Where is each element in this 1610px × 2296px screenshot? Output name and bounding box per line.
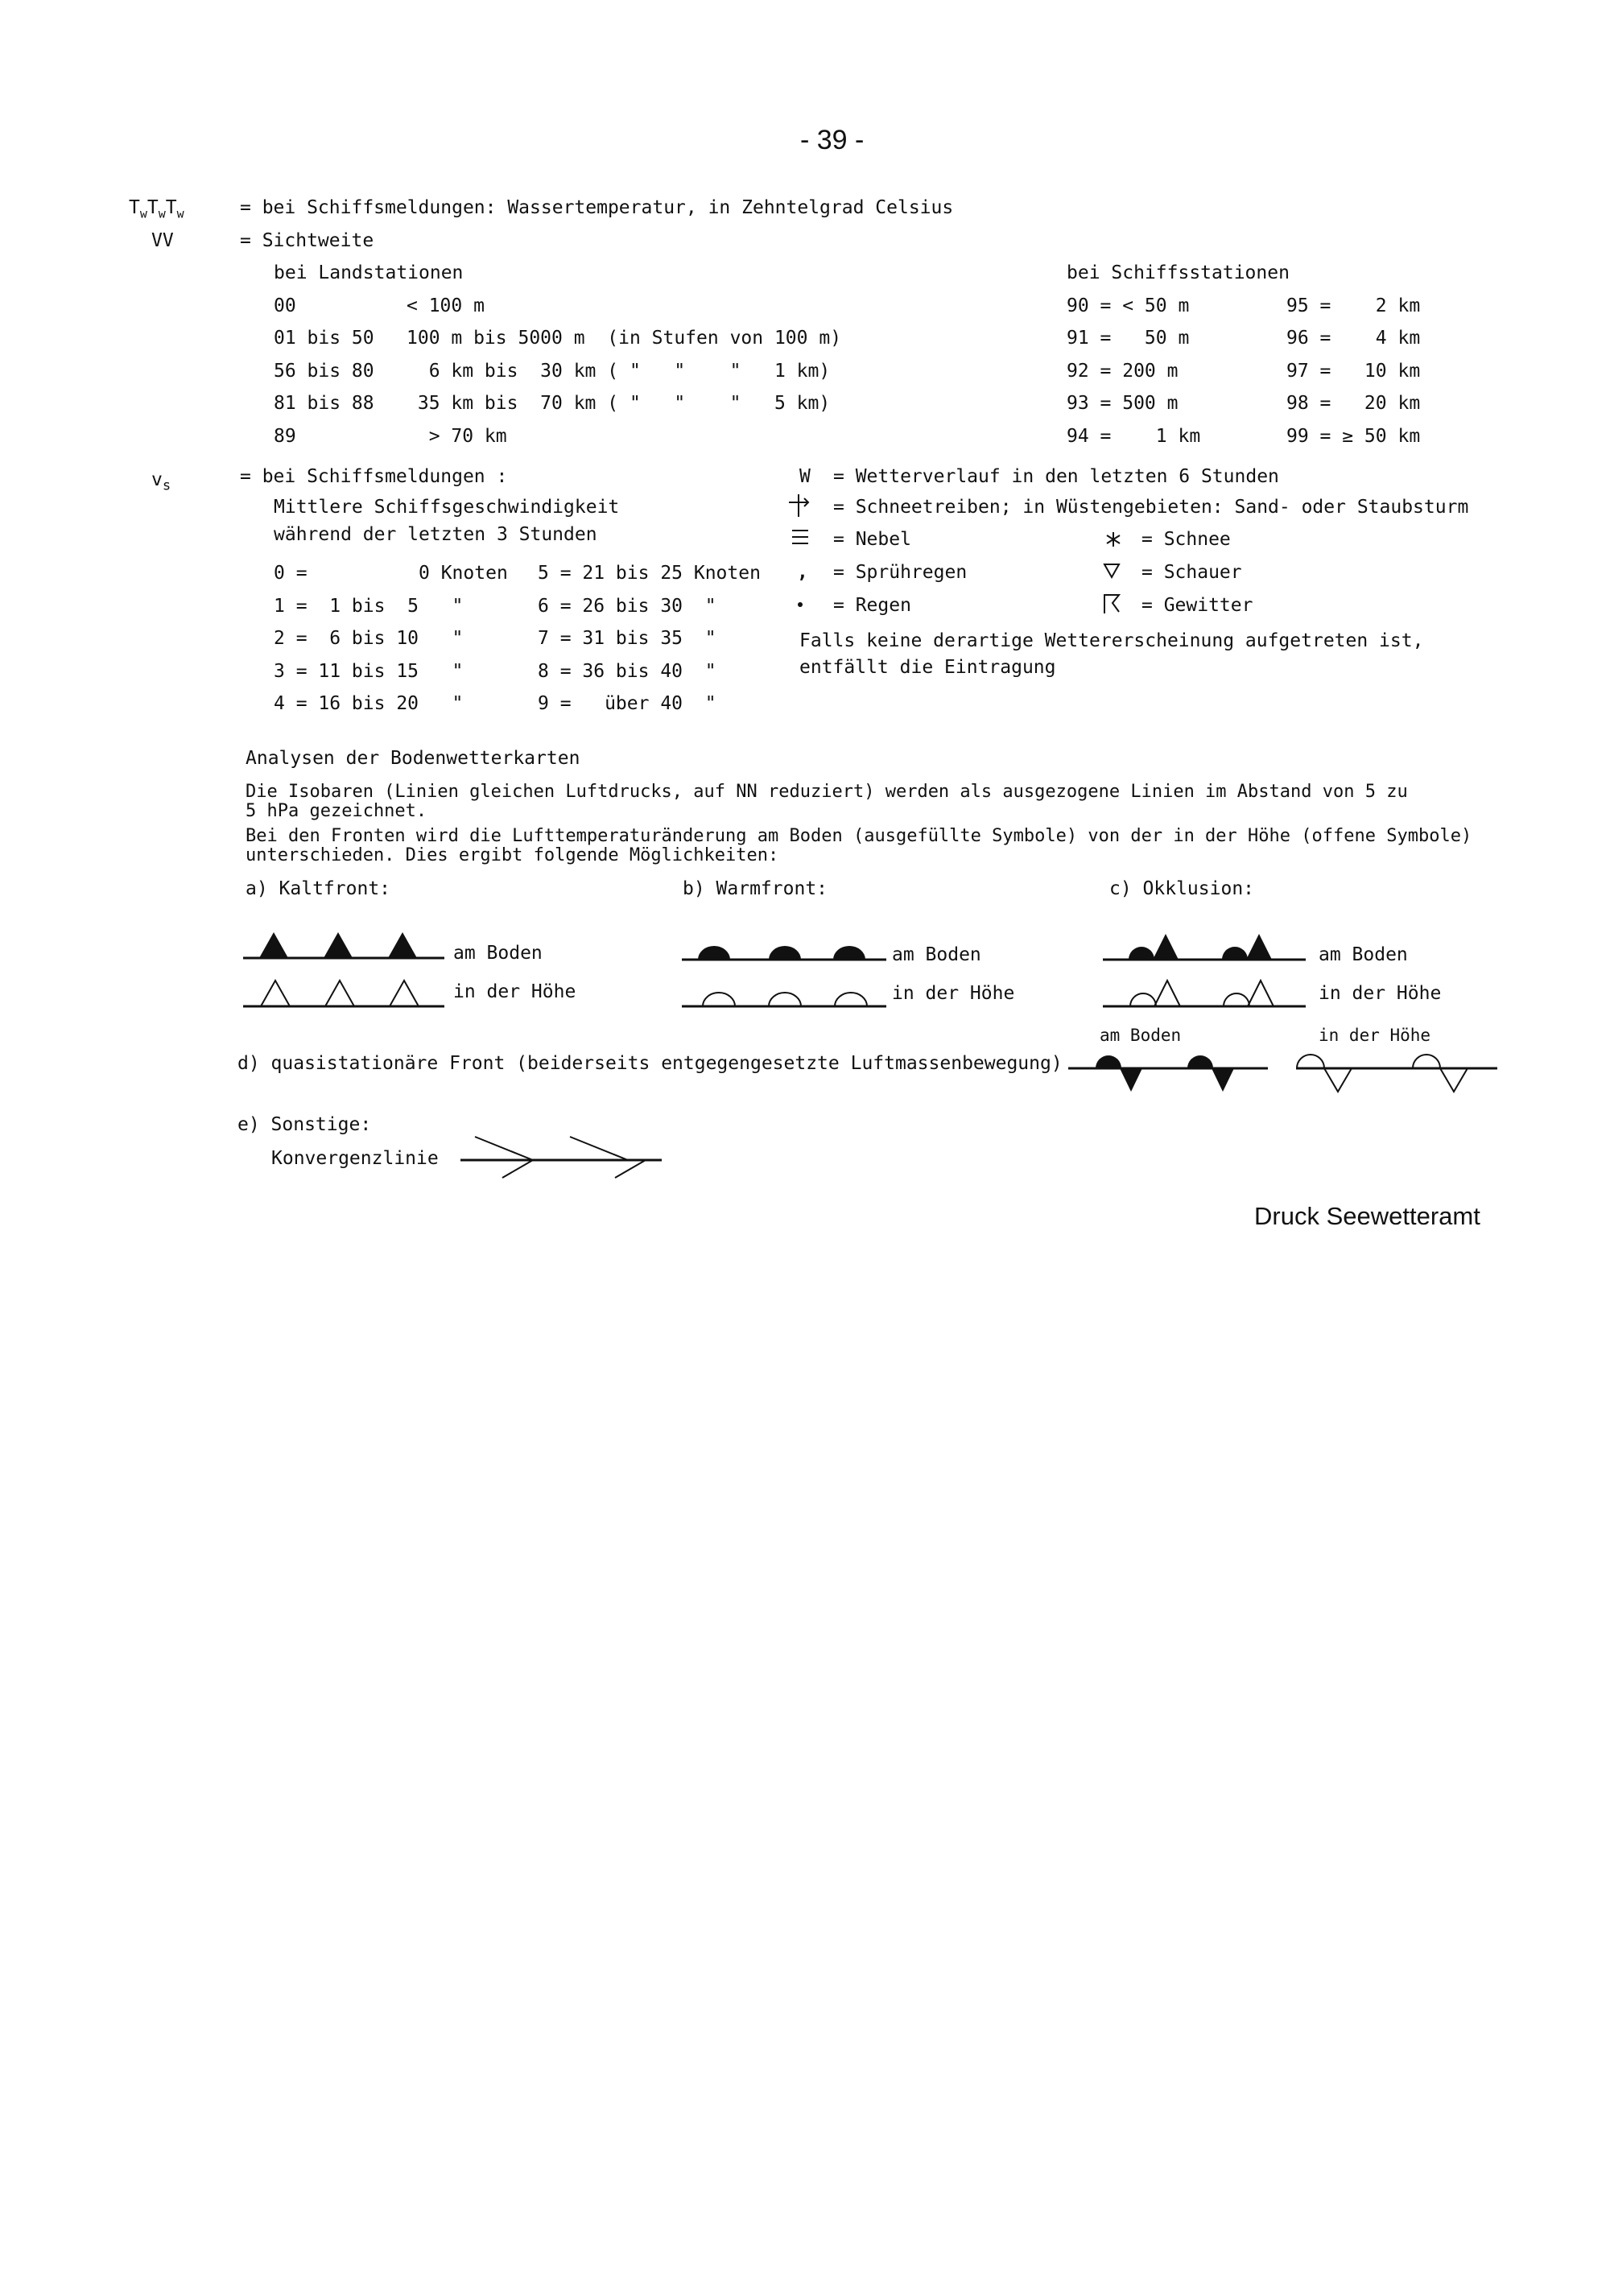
fog-text: = Nebel	[833, 529, 911, 550]
rain-icon	[795, 600, 805, 609]
rain-text: = Regen	[833, 595, 911, 616]
ship-row: 93 = 500 m	[1067, 393, 1179, 414]
page-number: - 39 -	[800, 125, 865, 155]
thunderstorm-icon	[1101, 593, 1122, 615]
snowdrift-icon	[787, 493, 811, 520]
land-heading: bei Landstationen	[274, 262, 464, 283]
ship-row: 91 = 50 m	[1067, 328, 1190, 349]
speed-row: 0 = 0 Knoten	[274, 563, 508, 584]
occlusion-label: c) Okklusion:	[1109, 878, 1255, 899]
occlusion-symbol	[1101, 926, 1311, 1006]
analysis-paragraph: Bei den Fronten wird die Lufttemperaturänderung am Boden (ausgefüllte Symbole) von der in der Höhe (offene Symbole)	[246, 826, 1472, 846]
drizzle-text: = Sprühregen	[833, 562, 968, 583]
stationary-front-symbol	[1067, 1047, 1501, 1095]
cold-front-label: a) Kaltfront:	[246, 878, 391, 899]
cold-front-surface-text: am Boden	[453, 943, 543, 964]
land-code: 56 bis 80	[274, 361, 374, 382]
speed-row: 6 = 26 bis 30 "	[538, 596, 716, 617]
cold-front-surface-symbol	[242, 926, 451, 1006]
land-code: 01 bis 50	[274, 328, 374, 349]
analysis-heading: Analysen der Bodenwetterkarten	[246, 748, 580, 769]
footer-printer: Druck Seewetteramt	[1254, 1202, 1480, 1230]
ship-row: 94 = 1 km	[1067, 426, 1201, 447]
analysis-paragraph: unterschieden. Dies ergibt folgende Möglichkeiten:	[246, 845, 779, 865]
tw-symbol: $T_wT_wT_w$	[129, 197, 184, 221]
fog-icon	[791, 527, 811, 548]
speed-row: 9 = über 40 "	[538, 693, 716, 714]
warm-front-label: b) Warmfront:	[683, 878, 828, 899]
shower-icon	[1103, 562, 1122, 580]
ship-row: 95 = 2 km	[1286, 295, 1421, 316]
speed-row: 3 = 11 bis 15 "	[274, 661, 464, 682]
shower-text: = Schauer	[1141, 562, 1242, 583]
convergence-line-symbol	[459, 1127, 668, 1183]
speed-row: 2 = 6 bis 10 "	[274, 628, 464, 649]
drizzle-icon: ,	[797, 562, 808, 583]
occlusion-upper-text: in der Höhe	[1319, 983, 1442, 1004]
land-code: 00	[274, 295, 296, 316]
ship-row: 98 = 20 km	[1286, 393, 1421, 414]
weather-note: Falls keine derartige Wettererscheinung aufgetreten ist,	[799, 630, 1424, 651]
weather-note: entfällt die Eintragung	[799, 657, 1056, 678]
snowdrift-text: = Schneetreiben; in Wüstengebieten: Sand- oder Staubsturm	[833, 497, 1469, 518]
ship-row: 96 = 4 km	[1286, 328, 1421, 349]
land-value: < 100 m	[407, 295, 485, 316]
tw-text: = bei Schiffsmeldungen: Wassertemperatur, in Zehntelgrad Celsius	[240, 197, 954, 218]
snow-text: = Schnee	[1141, 529, 1231, 550]
land-code: 81 bis 88	[274, 393, 374, 414]
cold-front-upper-text: in der Höhe	[453, 981, 576, 1002]
speed-row: 4 = 16 bis 20 "	[274, 693, 464, 714]
vs-desc: Mittlere Schiffsgeschwindigkeit	[274, 497, 620, 518]
warm-front-upper-text: in der Höhe	[892, 983, 1015, 1004]
ship-row: 90 = < 50 m	[1067, 295, 1190, 316]
occlusion-surface-text: am Boden	[1319, 944, 1408, 965]
ship-row: 99 = ≥ 50 km	[1286, 426, 1421, 447]
ship-row: 97 = 10 km	[1286, 361, 1421, 382]
speed-row: 8 = 36 bis 40 "	[538, 661, 716, 682]
vs-label: = bei Schiffsmeldungen :	[240, 466, 508, 487]
vs-symbol: $v_s$	[151, 469, 171, 494]
vv-symbol: VV	[151, 230, 174, 251]
land-value: 35 km bis 70 km ( " " " 5 km)	[407, 393, 831, 414]
vs-desc: während der letzten 3 Stunden	[274, 524, 597, 545]
stationary-surface-caption: am Boden	[1100, 1026, 1182, 1045]
land-value: 100 m bis 5000 m (in Stufen von 100 m)	[407, 328, 842, 349]
stationary-front-label: d) quasistationäre Front (beiderseits entgegengesetzte Luftmassenbewegung)	[237, 1053, 1063, 1074]
analysis-paragraph: 5 hPa gezeichnet.	[246, 801, 427, 821]
analysis-paragraph: Die Isobaren (Linien gleichen Luftdrucks, auf NN reduziert) werden als ausgezogene Linien im Abstand von 5 zu	[246, 782, 1408, 802]
thunderstorm-text: = Gewitter	[1141, 595, 1253, 616]
ship-row: 92 = 200 m	[1067, 361, 1179, 382]
w-text: = Wetterverlauf in den letzten 6 Stunden	[833, 466, 1279, 487]
warm-front-surface-text: am Boden	[892, 944, 981, 965]
convergence-line-label: Konvergenzlinie	[271, 1148, 439, 1169]
stationary-upper-caption: in der Höhe	[1319, 1026, 1431, 1045]
speed-row: 7 = 31 bis 35 "	[538, 628, 716, 649]
other-label: e) Sonstige:	[237, 1114, 372, 1135]
speed-row: 1 = 1 bis 5 "	[274, 596, 464, 617]
speed-row: 5 = 21 bis 25 Knoten	[538, 563, 761, 584]
vv-label: = Sichtweite	[240, 230, 374, 251]
warm-front-symbol	[680, 926, 890, 1006]
ship-heading: bei Schiffsstationen	[1067, 262, 1290, 283]
land-value: 6 km bis 30 km ( " " " 1 km)	[407, 361, 831, 382]
snow-icon	[1104, 531, 1122, 548]
land-code: 89	[274, 426, 296, 447]
land-value: > 70 km	[407, 426, 507, 447]
w-symbol: W	[799, 466, 811, 487]
